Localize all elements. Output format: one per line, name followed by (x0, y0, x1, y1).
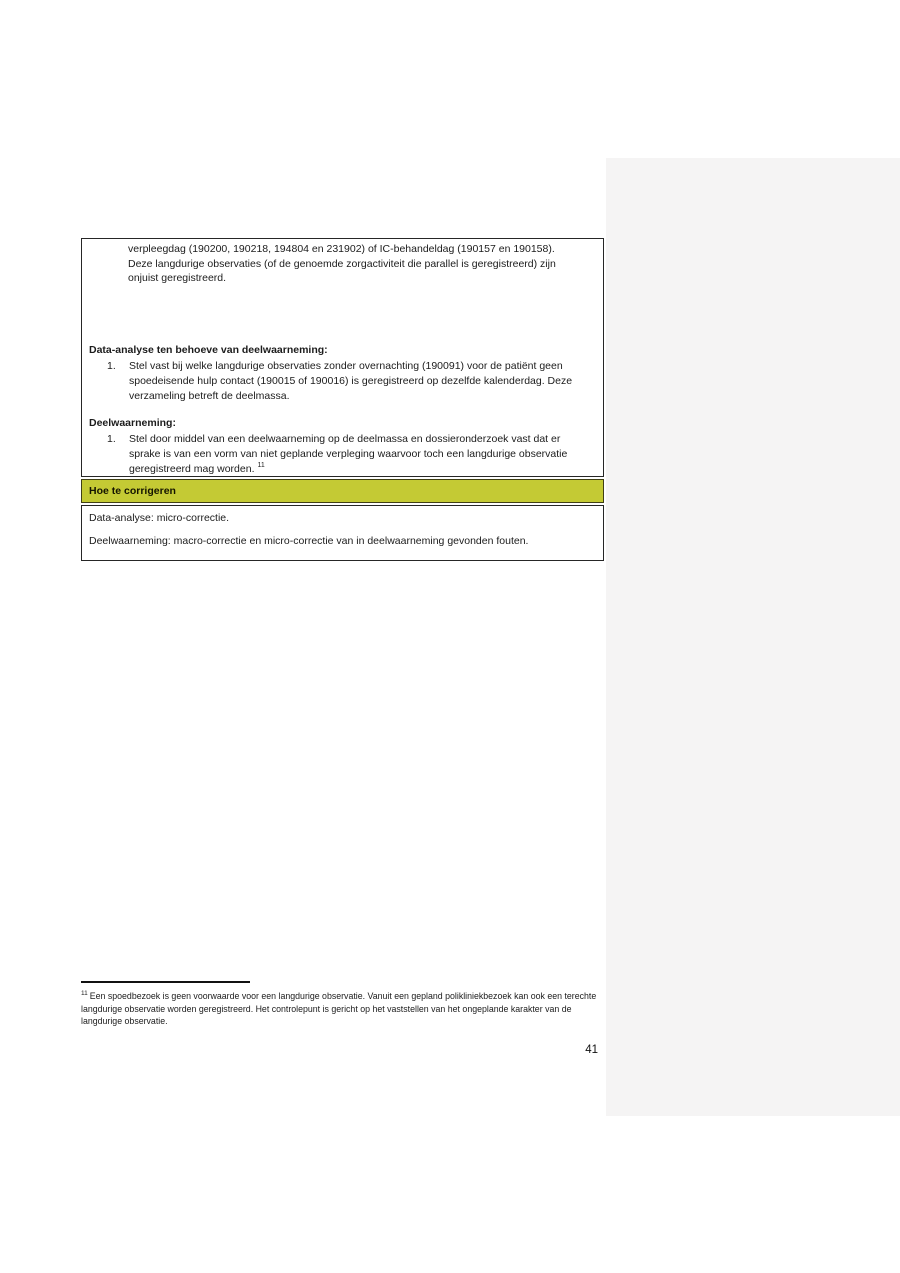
list-item-text: Stel vast bij welke langdurige observaties zonder overnachting (190091) voor de patiënt geen spoedeisende hulp contact (190015 of 190016) is geregistreerd op dezelfde kalenderdag. Deze verzameling betreft de deelmassa. (129, 360, 573, 402)
list-item-text (129, 432, 590, 476)
footnote-text: Een spoedbezoek is geen voorwaarde voor een langdurige observatie. Vanuit een gepland polikliniekbezoek kan ook een terechte langdurige observatie worden geregistreerd. Het controlepunt is gericht op het vaststellen van het ongeplande karakter van de langdurige observatie. (81, 990, 597, 1027)
footnote-marker: 11 (81, 990, 88, 997)
list-item-number: 1. (107, 433, 116, 446)
list-item (107, 432, 590, 476)
list-item-text-body: Stel door middel van een deelwaarneming op de deelmassa en dossieronderzoek vast dat er sprake is van een vorm van niet geplande verpleging waarvoor toch een langdurige observatie geregistreerd mag worden. (129, 433, 568, 475)
list-item (107, 359, 590, 403)
list-item-number: 1. (107, 360, 116, 373)
footnote (81, 988, 602, 1028)
how-to-correct-header-label: Hoe te corrigeren (89, 485, 176, 497)
footnote-reference: 11 (257, 462, 265, 470)
how-to-correct-header-bar (81, 479, 604, 503)
correction-box (81, 505, 604, 561)
footnote-divider-rule (81, 981, 250, 983)
section-heading-data-analyse: Data-analyse ten behoeve van deelwaarneming: (89, 344, 328, 357)
right-gray-panel (606, 158, 900, 1116)
main-content-column (81, 238, 604, 561)
intro-paragraph: verpleegdag (190200, 190218, 194804 en 231902) of IC-behandeldag (190157 en 190158). Deze langdurige observaties (of de genoemde zorgactiviteit die parallel is geregistreerd) zijn onjuist geregistreerd. (128, 243, 556, 285)
page-number: 41 (585, 1044, 598, 1056)
section-heading-deelwaarneming: Deelwaarneming: (89, 417, 176, 430)
correction-line-data-analyse: Data-analyse: micro-correctie. (89, 512, 230, 524)
correction-line-deelwaarneming: Deelwaarneming: macro-correctie en micro-correctie van in deelwaarneming gevonden fouten. (89, 535, 529, 547)
control-description-box (81, 238, 604, 477)
